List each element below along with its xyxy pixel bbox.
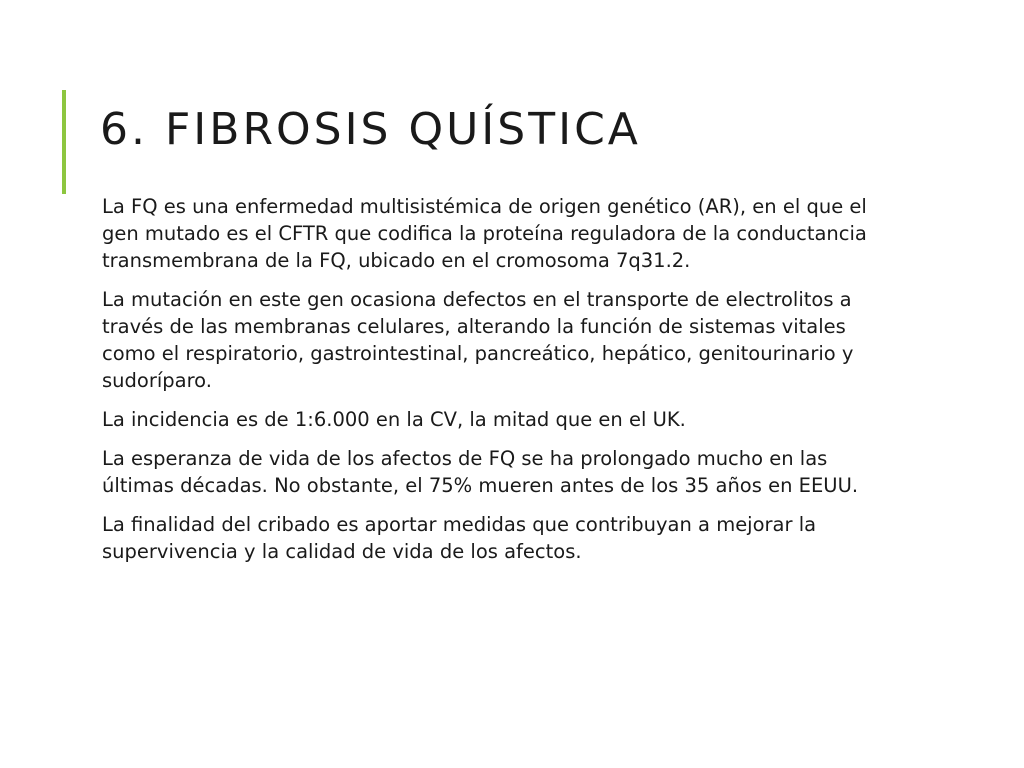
slide-body — [102, 193, 902, 577]
title-accent-bar — [62, 90, 66, 194]
paragraph-mutation: La mutación en este gen ocasiona defectos en el transporte de electrolitos a través de las membranas celulares, alterando la función de sistemas vitales como el respiratorio, gastrointestinal, pancreático, hepático, genitourinario y sudoríparo. — [102, 288, 854, 392]
paragraph-life-expectancy: La esperanza de vida de los afectos de FQ se ha prolongado mucho en las últimas décadas. No obstante, el 75% mueren antes de los 35 años en EEUU. — [102, 447, 859, 497]
paragraph-definition: La FQ es una enfermedad multisistémica de origen genético (AR), en el que el gen mutado es el CFTR que codifica la proteína reguladora de la conductancia transmembrana de la FQ, ubicado en el cromosoma 7q31.2. — [102, 195, 867, 272]
slide-title: 6. FIBROSIS QUÍSTICA — [100, 104, 641, 155]
paragraph-screening-goal: La finalidad del cribado es aportar medidas que contribuyan a mejorar la supervivencia y la calidad de vida de los afectos. — [102, 513, 817, 563]
paragraph-incidence: La incidencia es de 1:6.000 en la CV, la mitad que en el UK. — [102, 408, 686, 431]
